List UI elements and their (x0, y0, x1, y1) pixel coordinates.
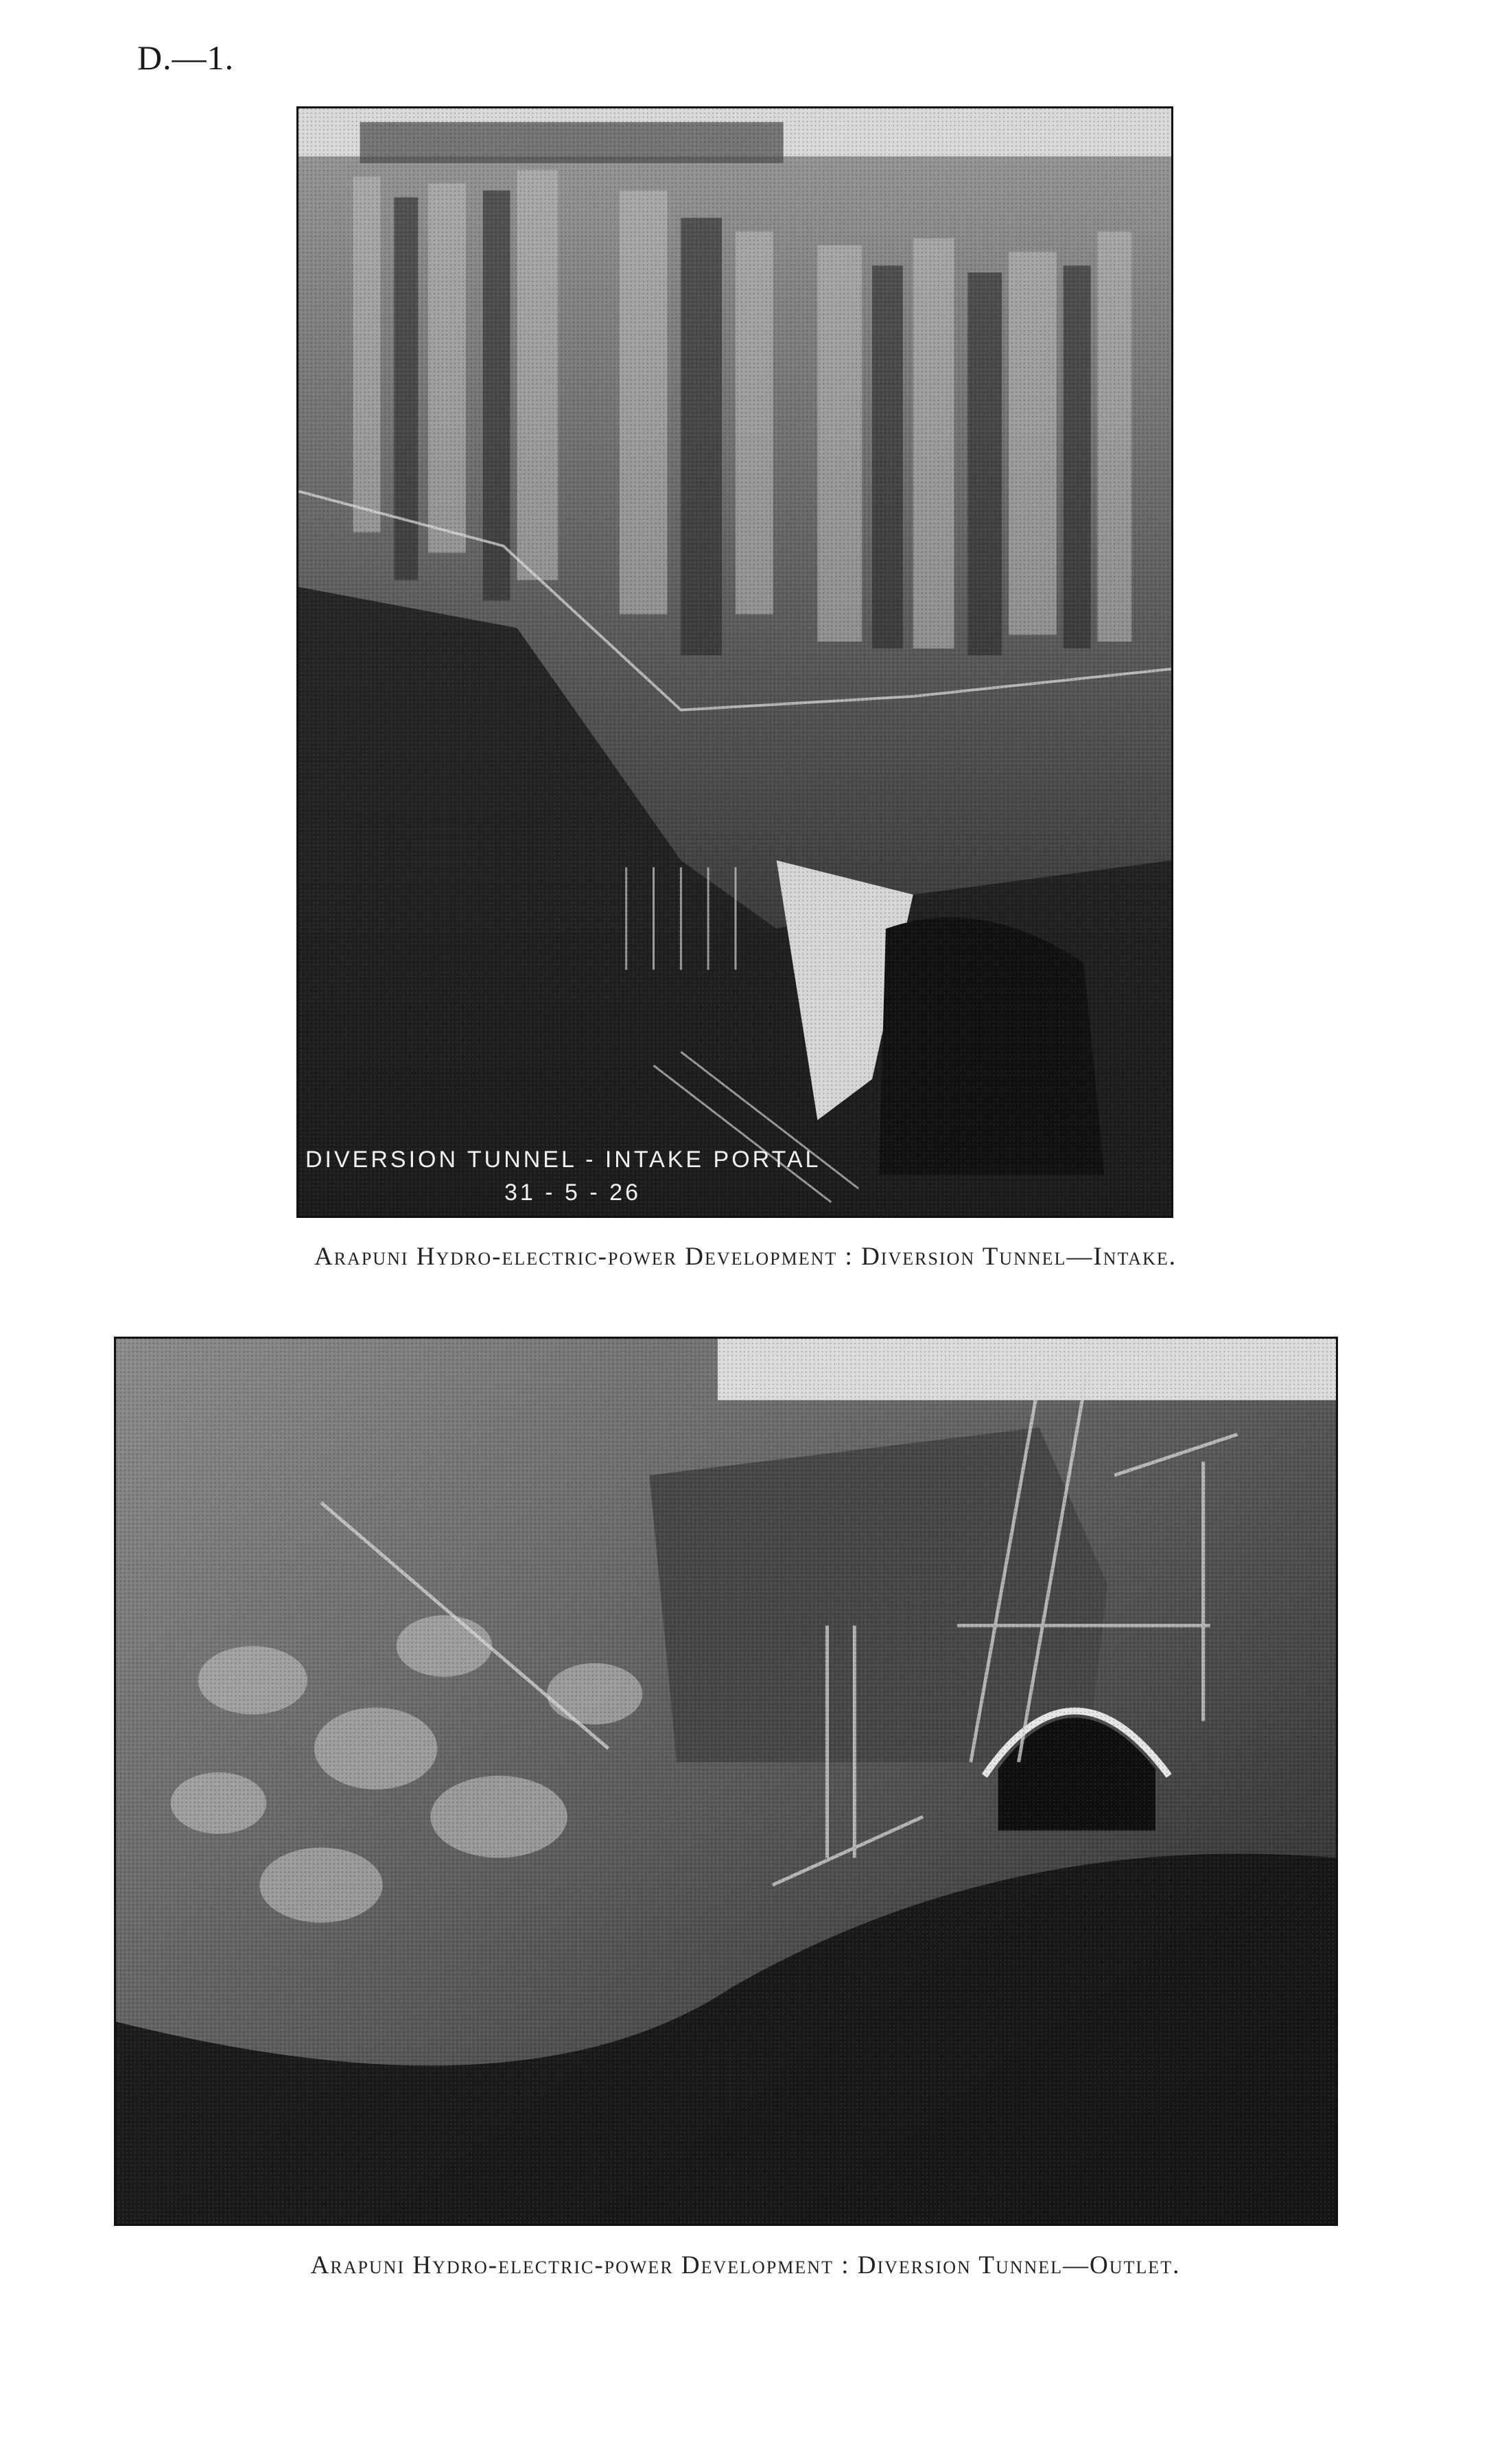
page-reference: D.—1. (137, 38, 235, 77)
intake-photo-image (298, 108, 1171, 1216)
intake-caption: Arapuni Hydro-electric-power Development : Diversion Tunnel—Intake. (314, 1243, 1177, 1271)
photo-label-title: DIVERSION TUNNEL - INTAKE PORTAL (305, 1147, 821, 1173)
outlet-photograph (114, 1337, 1338, 2226)
outlet-photo-image (116, 1339, 1336, 2224)
outlet-caption: Arapuni Hydro-electric-power Development : Diversion Tunnel—Outlet. (310, 2251, 1181, 2279)
photo-label-date: 31 - 5 - 26 (504, 1180, 641, 1206)
intake-photograph (296, 106, 1173, 1218)
